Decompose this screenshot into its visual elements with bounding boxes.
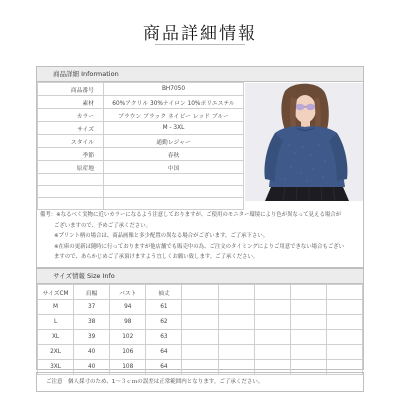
size-row bbox=[38, 330, 363, 345]
size-value-cell: 98 bbox=[110, 315, 146, 330]
size-value-cell: 40 bbox=[74, 345, 110, 360]
size-value-cell bbox=[182, 315, 218, 330]
size-value-cell: 37 bbox=[74, 300, 110, 315]
size-row bbox=[38, 315, 363, 330]
info-row-empty bbox=[38, 186, 244, 198]
size-value-cell bbox=[326, 345, 362, 360]
info-value: ブラウン ブラック ネイビー レッド ブルー bbox=[104, 109, 244, 122]
product-info-section bbox=[36, 66, 364, 268]
size-value-cell bbox=[290, 345, 326, 360]
size-column-header bbox=[326, 285, 362, 300]
info-value: BH7050 bbox=[104, 83, 244, 96]
size-value-cell bbox=[182, 345, 218, 360]
size-row bbox=[38, 300, 363, 315]
info-row bbox=[38, 83, 244, 96]
size-value-cell: 62 bbox=[146, 315, 182, 330]
info-label: 原産地 bbox=[38, 161, 104, 174]
info-label: カラー bbox=[38, 109, 104, 122]
size-value-cell: 39 bbox=[74, 330, 110, 345]
size-column-header bbox=[254, 285, 290, 300]
size-value-cell bbox=[254, 315, 290, 330]
note-line: ございますので、予めご了承ください。 bbox=[54, 222, 151, 229]
size-column-header: サイズCM bbox=[38, 285, 74, 300]
size-section-header: サイズ情報 Size Info bbox=[37, 269, 363, 284]
size-value-cell bbox=[326, 300, 362, 315]
size-value-cell: 38 bbox=[74, 315, 110, 330]
page-title: 商品詳細情報 bbox=[143, 24, 257, 44]
model-wearing-sweater-image bbox=[245, 83, 363, 201]
size-value-cell bbox=[290, 330, 326, 345]
note-line: ※プリント柄の場合は、商品画像と多少配置の異なる場合がございます。ご了承下さい。 bbox=[54, 233, 269, 239]
info-label: スタイル bbox=[38, 135, 104, 148]
size-value-cell bbox=[218, 300, 254, 315]
size-column-header: バスト bbox=[110, 285, 146, 300]
size-label-cell: L bbox=[38, 315, 74, 330]
size-value-cell bbox=[218, 315, 254, 330]
info-value: 春秋 bbox=[104, 148, 244, 161]
size-value-cell: 64 bbox=[146, 345, 182, 360]
size-value-cell bbox=[254, 345, 290, 360]
size-table bbox=[37, 284, 363, 375]
info-label: サイズ bbox=[38, 122, 104, 135]
size-column-header bbox=[218, 285, 254, 300]
size-column-header: 肩幅 bbox=[74, 285, 110, 300]
size-label-cell: M bbox=[38, 300, 74, 315]
note-line: 備考：※なるべく実物に近いカラーになるよう注意しておりますが、ご使用のモニター環境により色が異なって見える場合が bbox=[40, 212, 342, 218]
size-value-cell bbox=[182, 300, 218, 315]
info-row-empty bbox=[38, 198, 244, 210]
size-value-cell bbox=[290, 315, 326, 330]
note-line: ※在庫の更新は随時に行っておりますが他店舗でも販売中の為、ご注文のタイミングによりご用意できない場合もござい bbox=[54, 243, 345, 250]
size-value-cell bbox=[326, 315, 362, 330]
size-label-cell: XL bbox=[38, 330, 74, 345]
info-row bbox=[38, 96, 244, 109]
info-value: 中国 bbox=[104, 161, 244, 174]
size-column-header bbox=[290, 285, 326, 300]
size-value-cell bbox=[290, 300, 326, 315]
info-value: M - 3XL bbox=[104, 122, 244, 135]
info-row-empty bbox=[38, 174, 244, 186]
product-notes bbox=[40, 210, 360, 263]
size-value-cell: 106 bbox=[110, 345, 146, 360]
size-value-cell: 61 bbox=[146, 300, 182, 315]
info-label: 素材 bbox=[38, 96, 104, 109]
size-value-cell: 64 bbox=[146, 360, 182, 375]
info-row bbox=[38, 109, 244, 122]
size-value-cell bbox=[218, 330, 254, 345]
info-value: 通勤レジャー bbox=[104, 135, 244, 148]
info-value: 60%アクリル 30%ナイロン 10%ポリエステル bbox=[104, 96, 244, 109]
size-value-cell bbox=[218, 345, 254, 360]
size-value-cell: 102 bbox=[110, 330, 146, 345]
size-value-cell bbox=[326, 330, 362, 345]
product-info-table bbox=[37, 82, 244, 210]
measurement-note: ご注意 個人採寸のため、1～３ｃｍの誤差は正常範囲内となります。ご了承ください。 bbox=[36, 372, 364, 392]
info-row bbox=[38, 122, 244, 135]
title-divider bbox=[155, 44, 245, 45]
info-row bbox=[38, 161, 244, 174]
size-value-cell: 40 bbox=[74, 360, 110, 375]
info-label: 商品番号 bbox=[38, 83, 104, 96]
size-value-cell: 108 bbox=[110, 360, 146, 375]
info-label: 季節 bbox=[38, 148, 104, 161]
size-label-cell: 3XL bbox=[38, 360, 74, 375]
size-column-header bbox=[182, 285, 218, 300]
size-column-header: 袖丈 bbox=[146, 285, 182, 300]
size-info-section bbox=[36, 268, 364, 370]
size-label-cell: 2XL bbox=[38, 345, 74, 360]
info-section-header: 商品詳細 Information bbox=[37, 67, 363, 82]
size-value-cell bbox=[254, 300, 290, 315]
note-line: ますので、あらかじめご了承頂けますよう宜しくお願い致します。ご了承ください。 bbox=[54, 254, 259, 260]
size-value-cell bbox=[254, 330, 290, 345]
size-value-cell: 63 bbox=[146, 330, 182, 345]
info-row bbox=[38, 148, 244, 161]
info-row bbox=[38, 135, 244, 148]
product-photo bbox=[245, 83, 363, 201]
size-value-cell: 94 bbox=[110, 300, 146, 315]
size-row bbox=[38, 345, 363, 360]
size-value-cell bbox=[182, 330, 218, 345]
